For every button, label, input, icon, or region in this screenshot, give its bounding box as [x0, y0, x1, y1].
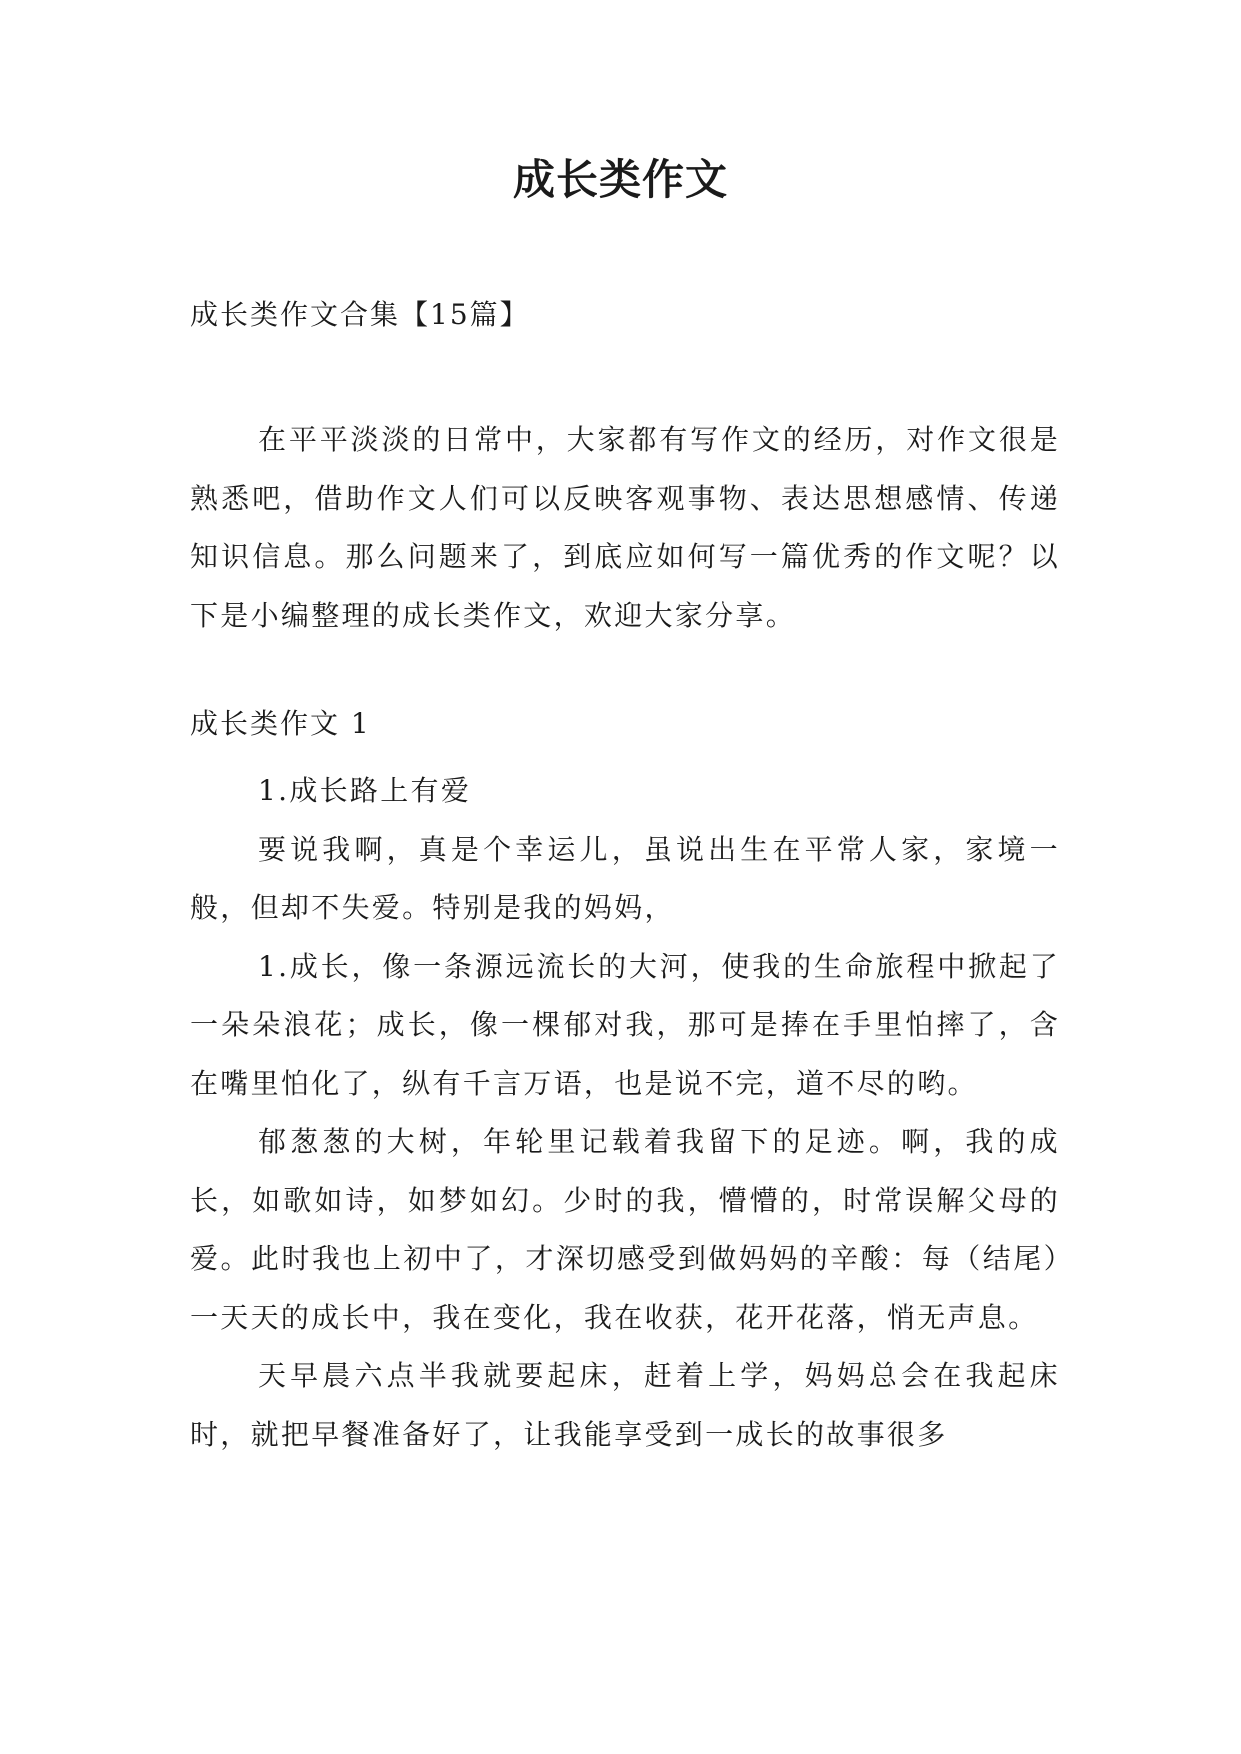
document-title: 成长类作文 — [512, 155, 728, 204]
document-subtitle: 成长类作文合集【15篇】 — [190, 298, 530, 331]
body-paragraph: 1.成长路上有爱 — [258, 774, 472, 807]
section-heading: 成长类作文 1 — [190, 707, 371, 740]
essay-section — [190, 704, 1060, 1464]
body-paragraph: 郁葱葱的大树，年轮里记载着我留下的足迹。啊，我的成长，如歌如诗，如梦如幻。少时的我，懵懵的，时常误解父母的爱。此时我也上初中了，才深切感受到做妈妈的辛酸：每（结尾）一天天的成长中，我在变化，我在收获，花开花落，悄无声息。 — [190, 1125, 1060, 1334]
body-paragraph: 要说我啊，真是个幸运儿，虽说出生在平常人家，家境一般，但却不失爱。特别是我的妈妈， — [190, 832, 1060, 924]
body-paragraph: 天早晨六点半我就要起床，赶着上学，妈妈总会在我起床时，就把早餐准备好了，让我能享受到一成长的故事很多 — [190, 1359, 1060, 1451]
body-paragraph: 1.成长，像一条源远流长的大河，使我的生命旅程中掀起了一朵朵浪花；成长，像一棵郁对我，那可是捧在手里怕摔了，含在嘴里怕化了，纵有千言万语，也是说不完，道不尽的哟。 — [190, 949, 1060, 1100]
intro-paragraph: 在平平淡淡的日常中，大家都有写作文的经历，对作文很是熟悉吧，借助作文人们可以反映客观事物、表达思想感情、传递知识信息。那么问题来了，到底应如何写一篇优秀的作文呢？以下是小编整理的成长类作文，欢迎大家分享。 — [190, 423, 1060, 632]
